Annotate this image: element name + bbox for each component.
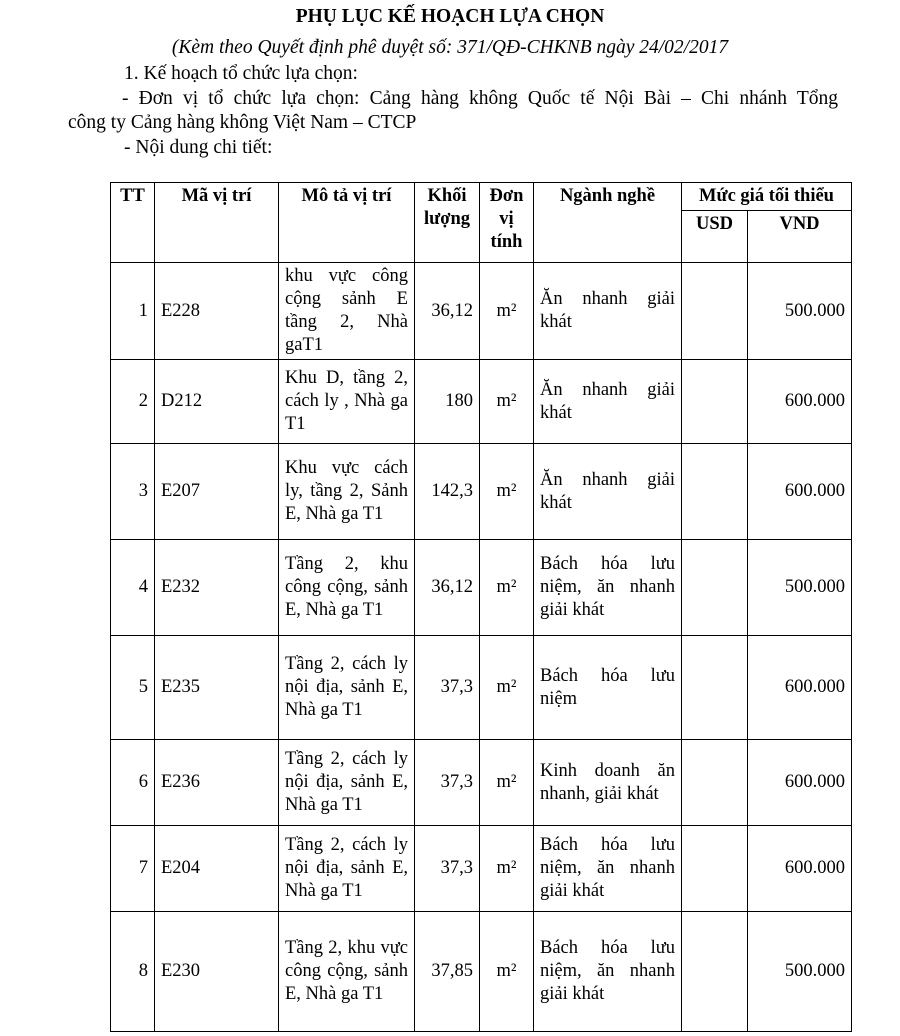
trade: Ăn nhanh giải khát [534,263,682,360]
row-number: 8 [111,912,155,1032]
min-price-vnd: 500.000 [748,540,852,636]
table-row [111,263,852,360]
location-plan-table [110,182,852,1032]
min-price-usd [682,912,748,1032]
min-price-vnd: 600.000 [748,360,852,444]
min-price-usd [682,826,748,912]
trade: Kinh doanh ăn nhanh, giải khát [534,740,682,826]
detail-heading: - Nội dung chi tiết: [124,137,273,158]
header-usd: USD [682,211,748,263]
row-number: 6 [111,740,155,826]
min-price-vnd: 600.000 [748,444,852,540]
organizer-line-1: - Đơn vị tổ chức lựa chọn: Cảng hàng không Quốc tế Nội Bài – Chi nhánh Tổng [122,88,838,109]
location-code: D212 [155,360,279,444]
decision-reference: (Kèm theo Quyết định phê duyệt số: 371/QĐ-CHKNB ngày 24/02/2017 [171,37,729,58]
location-code: E235 [155,636,279,740]
min-price-usd [682,263,748,360]
trade: Bách hóa lưu niệm [534,636,682,740]
row-number: 7 [111,826,155,912]
header-unit: Đơn vị tính [480,183,534,263]
trade: Bách hóa lưu niệm, ăn nhanh giải khát [534,912,682,1032]
location-description: Tầng 2, cách ly nội địa, sảnh E, Nhà ga T1 [279,740,415,826]
location-description: khu vực công cộng sảnh E tầng 2, Nhà gaT1 [279,263,415,360]
table-row [111,540,852,636]
section-heading: 1. Kế hoạch tổ chức lựa chọn: [124,63,358,84]
min-price-usd [682,540,748,636]
min-price-vnd: 500.000 [748,263,852,360]
quantity: 37,85 [415,912,480,1032]
row-number: 2 [111,360,155,444]
location-description: Tầng 2, khu công cộng, sảnh E, Nhà ga T1 [279,540,415,636]
quantity: 37,3 [415,636,480,740]
header-desc: Mô tả vị trí [279,183,415,263]
unit: m² [480,360,534,444]
unit: m² [480,444,534,540]
trade: Bách hóa lưu niệm, ăn nhanh giải khát [534,540,682,636]
quantity: 36,12 [415,263,480,360]
min-price-vnd: 600.000 [748,636,852,740]
unit: m² [480,912,534,1032]
location-code: E204 [155,826,279,912]
organizer-line-2: công ty Cảng hàng không Việt Nam – CTCP [68,112,417,133]
quantity: 37,3 [415,740,480,826]
quantity: 180 [415,360,480,444]
unit: m² [480,263,534,360]
unit: m² [480,540,534,636]
row-number: 4 [111,540,155,636]
trade: Ăn nhanh giải khát [534,360,682,444]
min-price-vnd: 500.000 [748,912,852,1032]
min-price-vnd: 600.000 [748,740,852,826]
table-row [111,444,852,540]
table-header-row [111,183,852,211]
unit: m² [480,636,534,740]
unit: m² [480,826,534,912]
location-description: Tầng 2, cách ly nội địa, sảnh E, Nhà ga T1 [279,636,415,740]
min-price-usd [682,444,748,540]
header-qty: Khối lượng [415,183,480,263]
row-number: 5 [111,636,155,740]
min-price-usd [682,740,748,826]
table-row [111,826,852,912]
min-price-usd [682,360,748,444]
location-code: E228 [155,263,279,360]
row-number: 3 [111,444,155,540]
table-row [111,740,852,826]
location-description: Khu vực cách ly, tầng 2, Sảnh E, Nhà ga T1 [279,444,415,540]
table-row [111,360,852,444]
header-vnd: VND [748,211,852,263]
header-min-price: Mức giá tối thiểu [682,183,852,211]
unit: m² [480,740,534,826]
table-row [111,912,852,1032]
trade: Ăn nhanh giải khát [534,444,682,540]
location-code: E207 [155,444,279,540]
table-row [111,636,852,740]
location-description: Tầng 2, khu vực công cộng, sảnh E, Nhà ga T1 [279,912,415,1032]
location-code: E236 [155,740,279,826]
row-number: 1 [111,263,155,360]
min-price-vnd: 600.000 [748,826,852,912]
header-code: Mã vị trí [155,183,279,263]
trade: Bách hóa lưu niệm, ăn nhanh giải khát [534,826,682,912]
quantity: 36,12 [415,540,480,636]
quantity: 37,3 [415,826,480,912]
location-code: E230 [155,912,279,1032]
quantity: 142,3 [415,444,480,540]
document-title: PHỤ LỤC KẾ HOẠCH LỰA CHỌN [295,6,605,27]
location-description: Khu D, tầng 2, cách ly , Nhà ga T1 [279,360,415,444]
location-description: Tầng 2, cách ly nội địa, sảnh E, Nhà ga T1 [279,826,415,912]
location-code: E232 [155,540,279,636]
header-tt: TT [111,183,155,263]
min-price-usd [682,636,748,740]
header-trade: Ngành nghề [534,183,682,263]
